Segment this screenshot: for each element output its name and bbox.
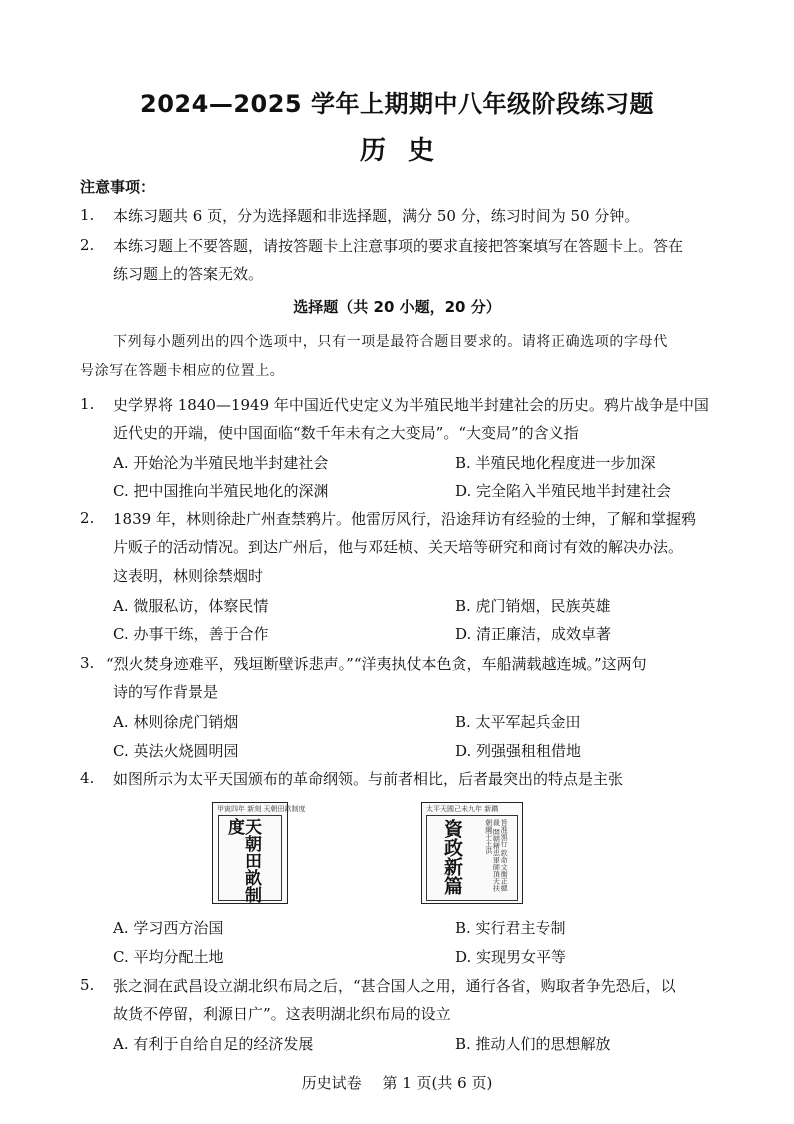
question-number: 5. bbox=[80, 976, 95, 994]
option-c: C. 平均分配土地 bbox=[113, 948, 224, 966]
option-a: A. 林则徐虎门销烟 bbox=[113, 713, 239, 731]
option-b: B. 推动人们的思想解放 bbox=[455, 1035, 611, 1053]
notice-item-text: 本练习题共 6 页，分为选择题和非选择题，满分 50 分，练习时间为 50 分钟。 bbox=[113, 207, 640, 225]
section-instruction: 下列每小题列出的四个选项中，只有一项是最符合题目要求的。请将正确选项的字母代 bbox=[113, 334, 668, 350]
question-number: 2. bbox=[80, 509, 95, 527]
option-a: A. 微服私访，体察民情 bbox=[113, 597, 269, 615]
option-c: C. 办事干练，善于合作 bbox=[113, 625, 269, 643]
section-instruction: 号涂写在答题卡相应的位置上。 bbox=[80, 363, 285, 379]
question-stem: 张之洞在武昌设立湖北织布局之后，“甚合国人之用，通行各省，购取者争先恐后，以 bbox=[113, 977, 676, 995]
question-stem: 诗的写作背景是 bbox=[113, 683, 219, 701]
option-d: D. 列强强租租借地 bbox=[455, 742, 582, 760]
page-footer bbox=[0, 1072, 794, 1093]
notice-item-number: 2. bbox=[80, 236, 95, 254]
option-b: B. 虎门销烟，民族英雄 bbox=[455, 597, 611, 615]
image-title-text: 資政新篇 bbox=[441, 819, 463, 895]
notice-item-number: 1. bbox=[80, 206, 95, 224]
document-image-tianchao bbox=[212, 802, 306, 904]
image-side-text: 旨准頒行 欽命文衡正總裁 開朝精忠軍師頂天扶朝綱干王洪 bbox=[484, 819, 509, 892]
question-stem: 近代史的开端，使中国面临“数千年未有之大变局”。“大变局”的含义指 bbox=[113, 424, 579, 442]
option-a: A. 学习西方治国 bbox=[113, 919, 224, 937]
question-stem: 史学界将 1840—1949 年中国近代史定义为半殖民地半封建社会的历史。鸦片战争是中国 bbox=[113, 396, 709, 414]
question-number: 3. bbox=[80, 654, 95, 672]
question-stem: 片贩子的活动情况。到达广州后，他与邓廷桢、关天培等研究和商讨有效的解决办法。 bbox=[113, 538, 684, 556]
question-stem: “烈火焚身迹难平，残垣断壁诉悲声。”“洋夷执仗本色贪，车船满载越连城。”这两句 bbox=[106, 655, 647, 673]
notice-heading: 注意事项： bbox=[80, 178, 156, 196]
notice-item-text: 本练习题上不要答题，请按答题卡上注意事项的要求直接把答案填写在答题卡上。答在 bbox=[113, 237, 684, 255]
section-title: 选择题（共 20 小题，20 分） bbox=[293, 298, 501, 316]
option-d: D. 完全陷入半殖民地半封建社会 bbox=[455, 482, 672, 500]
image-caption: 甲寅四年 新刻 天朝田畝制度 bbox=[217, 805, 306, 813]
option-d: D. 清正廉洁，成效卓著 bbox=[455, 625, 612, 643]
question-stem: 这表明，林则徐禁烟时 bbox=[113, 567, 264, 585]
option-b: B. 实行君主专制 bbox=[455, 919, 566, 937]
subject-title: 历史 bbox=[359, 136, 456, 166]
document-image-zizheng bbox=[421, 802, 523, 904]
footer-page-number: 第 1 页(共 6 页) bbox=[382, 1074, 493, 1092]
option-b: B. 太平军起兵金田 bbox=[455, 713, 581, 731]
option-d: D. 实现男女平等 bbox=[455, 948, 567, 966]
option-a: A. 开始沦为半殖民地半封建社会 bbox=[113, 454, 329, 472]
footer-subject: 历史试卷 bbox=[301, 1074, 362, 1092]
notice-item-text: 练习题上的答案无效。 bbox=[113, 265, 264, 283]
image-title-text: 天朝田畝制度 bbox=[224, 818, 261, 903]
exam-title: 2024—2025 学年上期期中八年级阶段练习题 bbox=[140, 90, 654, 118]
option-a: A. 有利于自给自足的经济发展 bbox=[113, 1035, 314, 1053]
question-stem: 如图所示为太平天国颁布的革命纲领。与前者相比，后者最突出的特点是主张 bbox=[113, 770, 624, 788]
option-c: C. 英法火烧圆明园 bbox=[113, 742, 239, 760]
option-b: B. 半殖民地化程度进一步加深 bbox=[455, 454, 656, 472]
image-caption: 太平天國己未九年 新鐫 bbox=[426, 805, 499, 813]
question-number: 4. bbox=[80, 769, 95, 787]
question-stem: 1839 年，林则徐赴广州查禁鸦片。他雷厉风行，沿途拜访有经验的士绅，了解和掌握鸦 bbox=[113, 510, 696, 528]
question-stem: 故货不停留，利源日广”。这表明湖北织布局的设立 bbox=[113, 1005, 451, 1023]
option-c: C. 把中国推向半殖民地化的深渊 bbox=[113, 482, 329, 500]
question-number: 1. bbox=[80, 395, 95, 413]
